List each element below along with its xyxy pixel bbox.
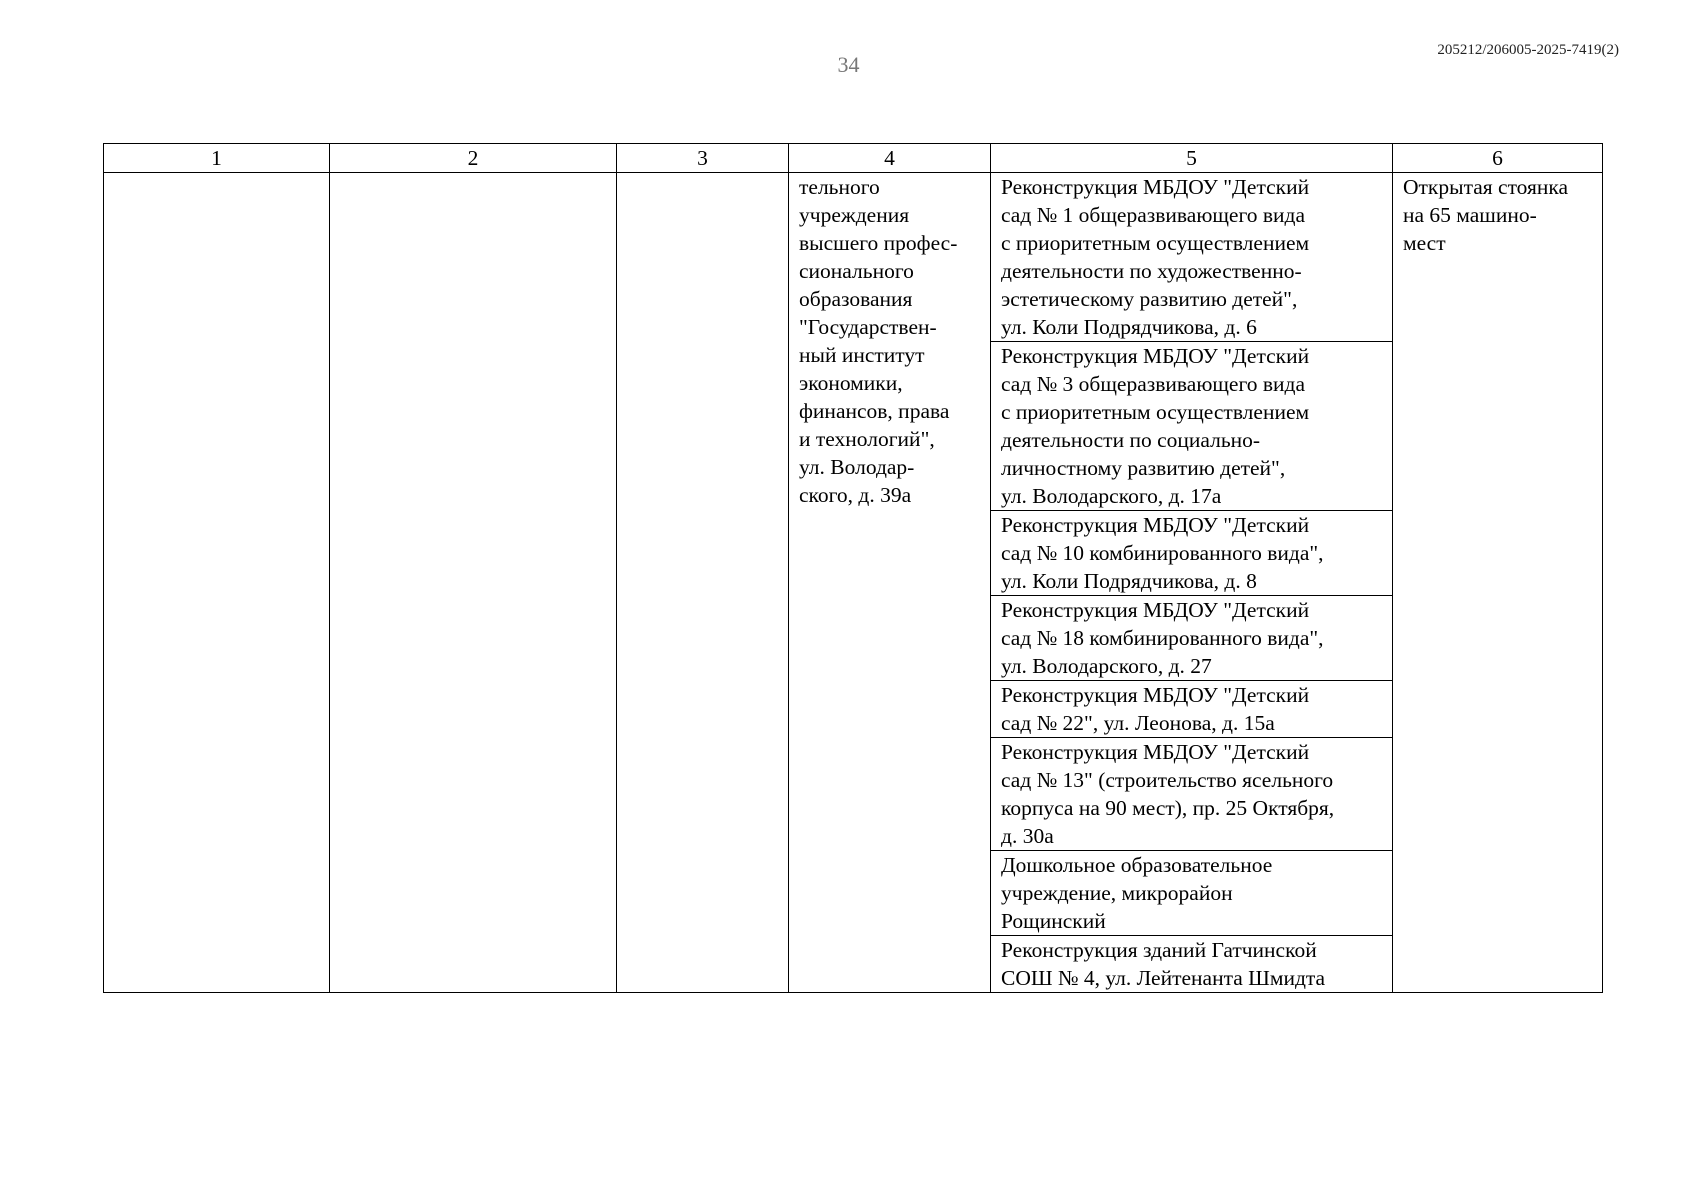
object-item: Реконструкция МБДОУ "Детский сад № 10 комбинированного вида", ул. Коли Подрядчикова, д. 8 <box>991 511 1392 596</box>
cell-col6-parking: Открытая стоянка на 65 машино- мест <box>1393 173 1603 993</box>
cell-col5-objects <box>991 173 1393 993</box>
object-item: Реконструкция МБДОУ "Детский сад № 13" (строительство ясельного корпуса на 90 мест), пр. 25 Октября, д. 30а <box>991 738 1392 851</box>
cell-col4-institution: тельного учреждения высшего профес- сионального образования "Государствен- ный институт экономики, финансов, права и технологий", ул. Володар- ского, д. 39а <box>789 173 991 993</box>
cell-col1 <box>104 173 330 993</box>
object-item: Реконструкция зданий Гатчинской СОШ № 4, ул. Лейтенанта Шмидта <box>1001 938 1326 990</box>
column-header-5: 5 <box>991 144 1393 173</box>
page-number: 34 <box>837 52 860 77</box>
cell-col2 <box>330 173 617 993</box>
column-header-2: 2 <box>330 144 617 173</box>
column-header-6: 6 <box>1393 144 1603 173</box>
object-item: Дошкольное образовательное учреждение, микрорайон Рощинский <box>991 851 1392 936</box>
cell-col3 <box>617 173 789 993</box>
object-item: Реконструкция МБДОУ "Детский сад № 22", ул. Леонова, д. 15а <box>991 681 1392 738</box>
main-table <box>103 143 1603 993</box>
objects-list <box>991 173 1392 992</box>
column-header-1: 1 <box>104 144 330 173</box>
table-header-row <box>104 144 1603 173</box>
object-item: Реконструкция МБДОУ "Детский сад № 1 общеразвивающего вида с приоритетным осуществлением деятельности по художественно- эстетическому развитию детей", ул. Коли Подрядчикова, д. 6 <box>991 173 1392 342</box>
table-row <box>104 173 1603 993</box>
column-header-3: 3 <box>617 144 789 173</box>
object-item: Реконструкция МБДОУ "Детский сад № 18 комбинированного вида", ул. Володарского, д. 27 <box>991 596 1392 681</box>
document-code: 205212/206005-2025-7419(2) <box>1437 42 1619 58</box>
object-item: Реконструкция МБДОУ "Детский сад № 3 общеразвивающего вида с приоритетным осуществлением деятельности по социально- личностному развитию детей", ул. Володарского, д. 17а <box>991 342 1392 511</box>
column-header-4: 4 <box>789 144 991 173</box>
